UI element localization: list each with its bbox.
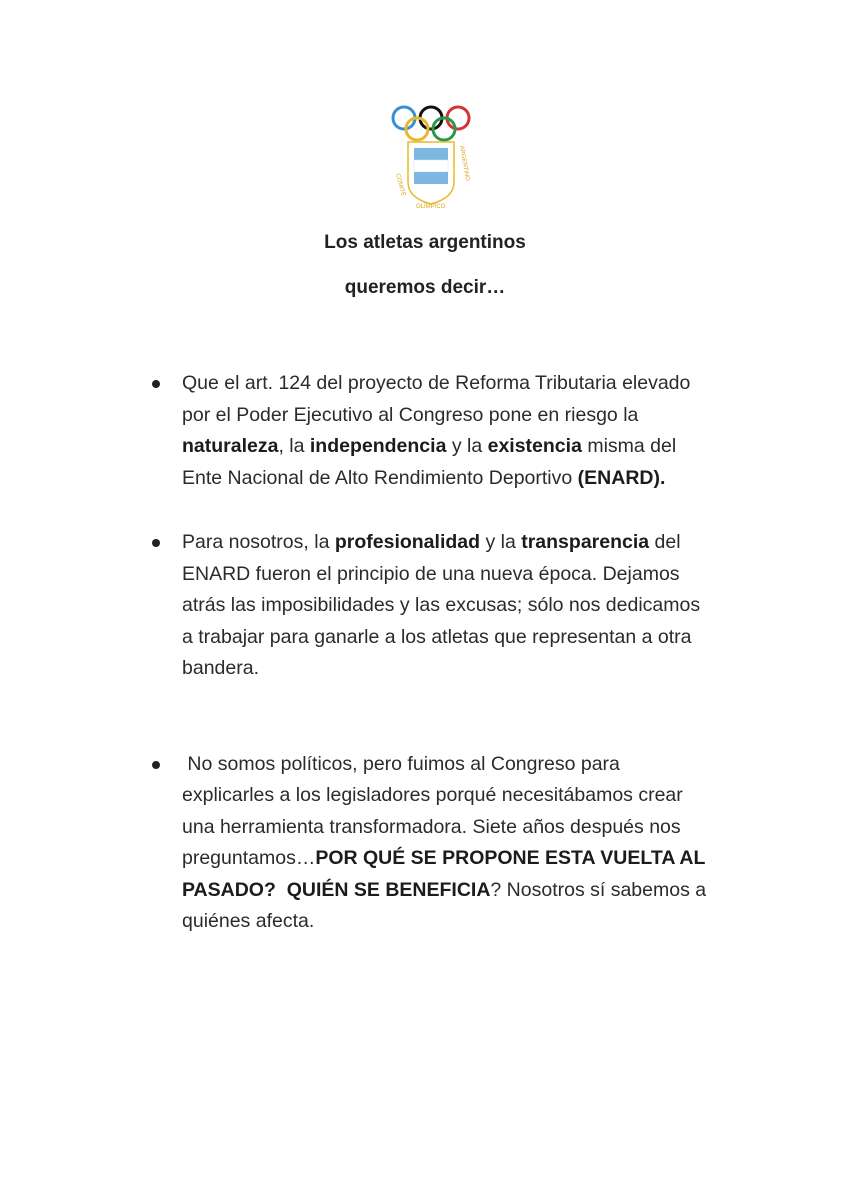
text-run: Para nosotros, la <box>182 531 335 553</box>
bullet-line <box>182 559 732 591</box>
bullet-item <box>152 368 732 494</box>
text-run: preguntamos… <box>182 847 316 869</box>
bullet-line <box>182 590 732 622</box>
text-run: y la <box>480 531 522 553</box>
bullet-list <box>152 368 732 938</box>
text-run: Que el art. 124 del proyecto de Reforma Tributaria elevado <box>182 372 691 394</box>
text-run: bandera. <box>182 657 259 679</box>
text-run: Ente Nacional de Alto Rendimiento Deportivo <box>182 466 578 489</box>
text-run: misma del <box>581 435 677 457</box>
bullet-line <box>182 622 732 654</box>
flag-stripe-middle <box>414 160 448 172</box>
flag-stripe-bottom <box>414 172 448 184</box>
text-run: No somos políticos, pero fuimos al Congreso para <box>182 752 620 775</box>
text-run: quiénes afecta. <box>182 910 315 932</box>
seal-text-bottom: OLÍMPICO <box>416 204 446 210</box>
text-run: explicarles a los legisladores porqué necesitábamos crear <box>182 784 683 806</box>
seal-text-left: COMITÉ <box>394 172 406 198</box>
bold-text: naturaleza <box>182 435 279 457</box>
bold-text: independencia <box>309 435 447 457</box>
bullet-line <box>182 653 732 685</box>
bullet-item <box>152 749 732 938</box>
bullet-line <box>182 780 732 812</box>
text-run: del <box>649 531 681 553</box>
flag-stripe-top <box>414 148 448 160</box>
text-run: por el Poder Ejecutivo al Congreso pone en riesgo la <box>182 403 639 426</box>
bullet-line <box>182 749 732 781</box>
bullet-line <box>182 906 732 938</box>
olympic-ring-red <box>447 107 469 129</box>
bold-text: PASADO? QUIÉN SE BENEFICIA <box>182 878 491 901</box>
text-run: a trabajar para ganarle a los atletas que representan a otra <box>182 625 692 648</box>
bullet-dot-icon <box>152 539 160 547</box>
text-run: , la <box>278 435 310 457</box>
seal-text-right: ARGENTINO <box>458 145 471 182</box>
bold-text: (ENARD). <box>577 466 666 489</box>
bullet-line <box>182 812 732 844</box>
text-run: ENARD fueron el principio de una nueva época. Dejamos <box>182 562 680 585</box>
bold-text: profesionalidad <box>334 531 481 553</box>
bold-text: POR QUÉ SE PROPONE ESTA VUELTA AL <box>315 847 706 869</box>
bullet-line <box>182 527 732 559</box>
text-run: una herramienta transformadora. Siete años después nos <box>182 815 681 838</box>
bullet-line <box>182 463 732 495</box>
bullet-line <box>182 368 732 400</box>
bullet-line <box>182 431 732 463</box>
bold-text: transparencia <box>521 531 650 553</box>
heading-line-1: Los atletas argentinos <box>324 232 526 253</box>
text-run: ? Nosotros sí sabemos a <box>490 878 707 901</box>
bullet-line <box>182 875 732 907</box>
bold-text: existencia <box>487 435 582 457</box>
bullet-line <box>182 400 732 432</box>
bullet-dot-icon <box>152 761 160 769</box>
bullet-dot-icon <box>152 380 160 388</box>
bullet-item <box>152 527 732 685</box>
olympic-committee-logo <box>386 100 476 210</box>
heading-line-2: queremos decir… <box>344 277 506 298</box>
text-run: y la <box>446 435 488 457</box>
bullet-line <box>182 843 732 875</box>
text-run: atrás las imposibilidades y las excusas; sólo nos dedicamos <box>182 594 701 616</box>
